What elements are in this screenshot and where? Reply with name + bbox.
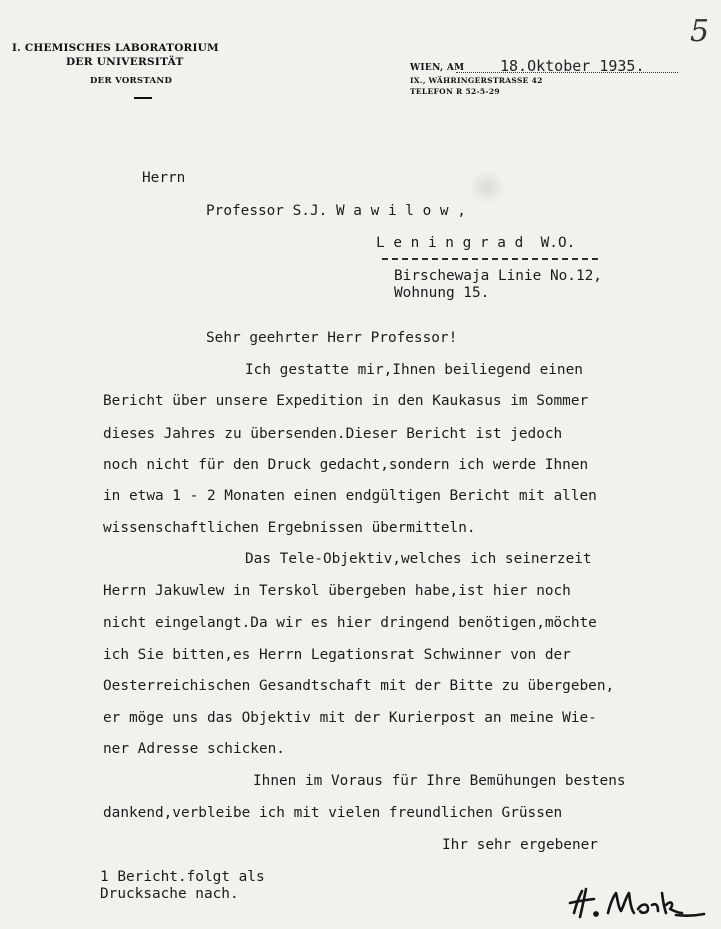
letterhead-place: WIEN, AM bbox=[410, 63, 465, 73]
letter-date: 18.Oktober 1935. bbox=[500, 57, 645, 75]
body-line: Oesterreichischen Gesandtschaft mit der Bitte zu übergeben, bbox=[103, 678, 615, 694]
body-line: Ich gestatte mir,Ihnen beiliegend einen bbox=[245, 362, 583, 378]
enclosure-line: Drucksache nach. bbox=[100, 886, 239, 902]
recipient-street: Birschewaja Linie No.12, bbox=[394, 268, 602, 284]
letterhead-university: DER UNIVERSITÄT bbox=[66, 56, 184, 68]
body-line: ner Adresse schicken. bbox=[103, 741, 285, 757]
page-number: 5 bbox=[690, 14, 710, 49]
body-line: in etwa 1 - 2 Monaten einen endgültigen Bericht mit allen bbox=[103, 488, 597, 504]
enclosure-line: 1 Bericht.folgt als bbox=[100, 869, 265, 885]
body-line: Ihnen im Voraus für Ihre Bemühungen bestens bbox=[253, 773, 626, 789]
body-line: wissenschaftlichen Ergebnissen übermitteln. bbox=[103, 520, 476, 536]
letterhead-role: DER VORSTAND bbox=[90, 76, 173, 86]
closing: Ihr sehr ergebener bbox=[442, 837, 598, 853]
recipient-city: L e n i n g r a d W.O. bbox=[376, 235, 576, 251]
body-line: noch nicht für den Druck gedacht,sondern ich werde Ihnen bbox=[103, 457, 589, 473]
recipient-apartment: Wohnung 15. bbox=[394, 285, 490, 301]
body-line: dankend,verbleibe ich mit vielen freundlichen Grüssen bbox=[103, 805, 563, 821]
body-line: er möge uns das Objektiv mit der Kurierpost an meine Wie- bbox=[103, 710, 597, 726]
handwritten-signature bbox=[566, 883, 708, 923]
letterhead-divider bbox=[134, 97, 152, 99]
address-underline bbox=[382, 258, 598, 260]
body-line: Das Tele-Objektiv,welches ich seinerzeit bbox=[245, 551, 592, 567]
letterhead-institution: I. CHEMISCHES LABORATORIUM bbox=[12, 42, 219, 54]
letterhead-phone: TELEFON R 52-5-29 bbox=[410, 87, 500, 96]
body-line: dieses Jahres zu übersenden.Dieser Bericht ist jedoch bbox=[103, 426, 563, 442]
body-line: Bericht über unsere Expedition in den Kaukasus im Sommer bbox=[103, 393, 589, 409]
body-line: ich Sie bitten,es Herrn Legationsrat Schwinner von der bbox=[103, 647, 571, 663]
greeting: Sehr geehrter Herr Professor! bbox=[206, 330, 458, 346]
paper-stain bbox=[470, 168, 504, 206]
recipient-name: Professor S.J. W a w i l o w , bbox=[206, 203, 466, 219]
recipient-herrn: Herrn bbox=[142, 170, 186, 186]
letterhead-street: IX., WÄHRINGERSTRASSE 42 bbox=[410, 76, 543, 85]
body-line: nicht eingelangt.Da wir es hier dringend benötigen,möchte bbox=[103, 615, 597, 631]
body-line: Herrn Jakuwlew in Terskol übergeben habe,ist hier noch bbox=[103, 583, 571, 599]
